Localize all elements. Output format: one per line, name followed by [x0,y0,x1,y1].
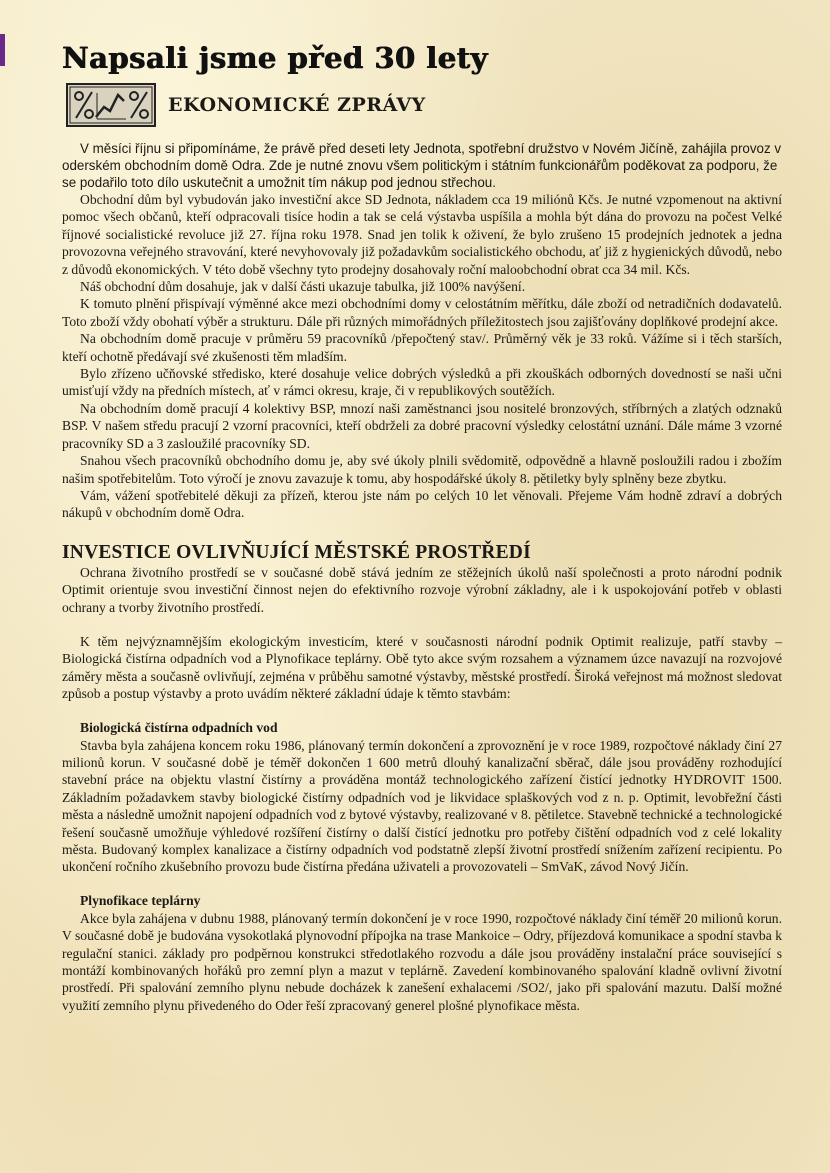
paragraph: Stavba byla zahájena koncem roku 1986, plánovaný termín dokončení a zprovoznění je v roce 1989, rozpočtové náklady činí 27 milionů korun. V současné době je téměř dokončen 1 600 metrů dlouhý kanalizační sběrač, dále jsou prováděny rozhodující stavební práce na objektu vlastní čistírny a prováděna montáž technologického zařízení čistící jednotky HYDROVIT 1500. Základním požadavkem stavby biologické čistírny odpadních vod je likvidace splaškových vod z n. p. Optimit, levobřežní části města a následně umožnit napojení odpadních vod z bytové výstavby, realizované v 8. pětiletce. Stavebně technické a technologické řešení současně umožňuje výhledové rozšíření čistírny o další čistící jednotku pro potřeby čištění odpadních vod z celé lokality města. Budovaný komplex kanalizace a čistírny odpadních vod podstatně zlepší životní prostředí snížením zařízení recipientu. Po ukončení ročního zkušebního provozu bude čistírna předána uživateli a provozovateli – SmVaK, závod Nový Jičín. [62,737,782,875]
article-page [62,38,782,1014]
section-title-investment: INVESTICE OVLIVŇUJÍCÍ MĚSTSKÉ PROSTŘEDÍ [62,541,531,563]
section-title-economic: EKONOMICKÉ ZPRÁVY [168,94,426,116]
left-accent-bar [0,34,5,66]
paragraph: Snahou všech pracovníků obchodního domu je, aby své úkoly plnili svědomitě, odpovědně a hlavně posloužili radou i zbožím našim spotřebitelům. Toto výročí je znovu zavazuje k tomu, aby hospodářské úkoly 8. pětiletky byly splněny beze zbytku. [62,453,782,486]
paragraph: Bylo zřízeno učňovské středisko, které dosahuje velice dobrých výsledků a při zkouškách odborných dovedností se naši učni umisťují vždy na předních místech, ať v rámci okresu, kraje, či v republikových soutěžích. [62,366,782,399]
paragraph: Akce byla zahájena v dubnu 1988, plánovaný termín dokončení je v roce 1990, rozpočtové náklady činí téměř 20 milionů korun. V současné době je budována vysokotlaká plynovodní přípojka na trase Mankoice – Odry, příjezdová komunikace a spodní stavba k regulační stanici. základy pro podpěrnou konstrukci středotlakého rozvodu a dále jsou prováděny instalační práce související s montáží kombinovaných hořáků pro zemní plyn a mazut v teplárně. Zavedení kombinovaného spalování kladně ovlivní životní prostředí. Při spalování zemního plynu nebude docházek k zanešení exhalacemi /SO2/, jako při spalování mazutu. Další možné využití zemního plynu přivedeného do Oder řeší zpracovaný generel plošné plynofikace města. [62,910,782,1013]
paragraph: Na obchodním domě pracují 4 kolektivy BSP, mnozí naši zaměstnanci jsou nositelé bronzových, stříbrných a zlatých odznaků BSP. V našem středu pracují 2 vzorní pracovníci, kteří obdrželi za dobré pracovní výsledky celostátní uznání. Dále máme 3 vzorné pracovníky SD a 3 zasloužilé pracovníky SD. [62,400,782,451]
subheading-water-treatment: Biologická čistírna odpadních vod [80,719,278,735]
investment-body [62,564,782,1015]
paragraph: Obchodní dům byl vybudován jako investiční akce SD Jednota, nákladem cca 19 miliónů Kčs. Je nutné vzpomenout na aktivní pomoc všech občanů, kteří odpracovali tisíce hodin a tak se celá výstavba uspíšila a mohla být dána do provozu na počest Velké říjnové socialistické revoluce již 27. října roku 1978. Snad jen tolik k oživení, že bylo zrušeno 15 prodejních jednotek a jedna provozovna veřejného stravování, které nevyhovovaly již požadavkům socialistického obchodu, ať již z hygienických důvodů, nebo z důvodů ekonomických. V této době všechny tyto prodejny dosahovaly roční maloobchodní obrat cca 34 mil. Kčs. [62,192,782,277]
subheading-gasification: Plynofikace teplárny [80,892,201,908]
economic-body [62,191,782,522]
economic-intro-text: V měsíci říjnu si připomínáme, že právě před deseti lety Jednota, spotřební družstvo v Novém Jičíně, zahájila provoz v oderském obchodním domě Odra. Zde je nutné znovu všem politickým i státním funkcionářům poděkovat za podporu, že se podařilo toto dílo uskutečnit a umožnit tím nákup pod jednou střechou. [62,141,782,190]
paragraph: Ochrana životního prostředí se v současné době stává jedním ze stěžejních úkolů naší společnosti a proto národní podnik Optimit orientuje svou investiční činnost nejen do efektivního rozvoje výrobní základny, ale i k uspokojování potřeb v oblasti ochrany a tvorby životního prostředí. [62,564,782,615]
section-header-economic [66,82,782,128]
economic-intro [62,140,782,191]
page-title: Napsali jsme před 30 lety [62,41,488,75]
paragraph: K tomuto plnění přispívají výměnné akce mezi obchodními domy v celostátním měřítku, dále zboží od netradičních dodavatelů. Toto zboží vždy obohatí výběr a strukturu. Dále při různých mimořádných příležitostech jsou zajišťovány doplňkové prodejní akce. [62,296,782,329]
paragraph: K těm nejvýznamnějším ekologickým investicím, které v současnosti národní podnik Optimit realizuje, patří stavby – Biologická čistírna odpadních vod a Plynofikace teplárny. Obě tyto akce svým rozsahem a významem úzce navazují na rozvojové záměry města a současně ovlivňují, zejména v průběhu samotné výstavby, městské prostředí. Široká veřejnost má možnost sledovat způsob a postup výstavby a proto uvádím některé základní údaje k těmto stavbám: [62,633,782,702]
percent-graph-icon [66,83,156,127]
paragraph: Náš obchodní dům dosahuje, jak v další části ukazuje tabulka, již 100% navýšení. [80,279,526,295]
paragraph: Na obchodním domě pracuje v průměru 59 pracovníků /přepočtený stav/. Průměrný věk je 33 roků. Vážíme si i těch starších, kteří ochotně předávají své zkušenosti těm mladším. [62,331,782,364]
paragraph: Vám, vážení spotřebitelé děkuji za přízeň, kterou jste nám po celých 10 let věnovali. Přejeme Vám hodně zdraví a dobrých nákupů v obchodním domě Odra. [62,487,782,521]
